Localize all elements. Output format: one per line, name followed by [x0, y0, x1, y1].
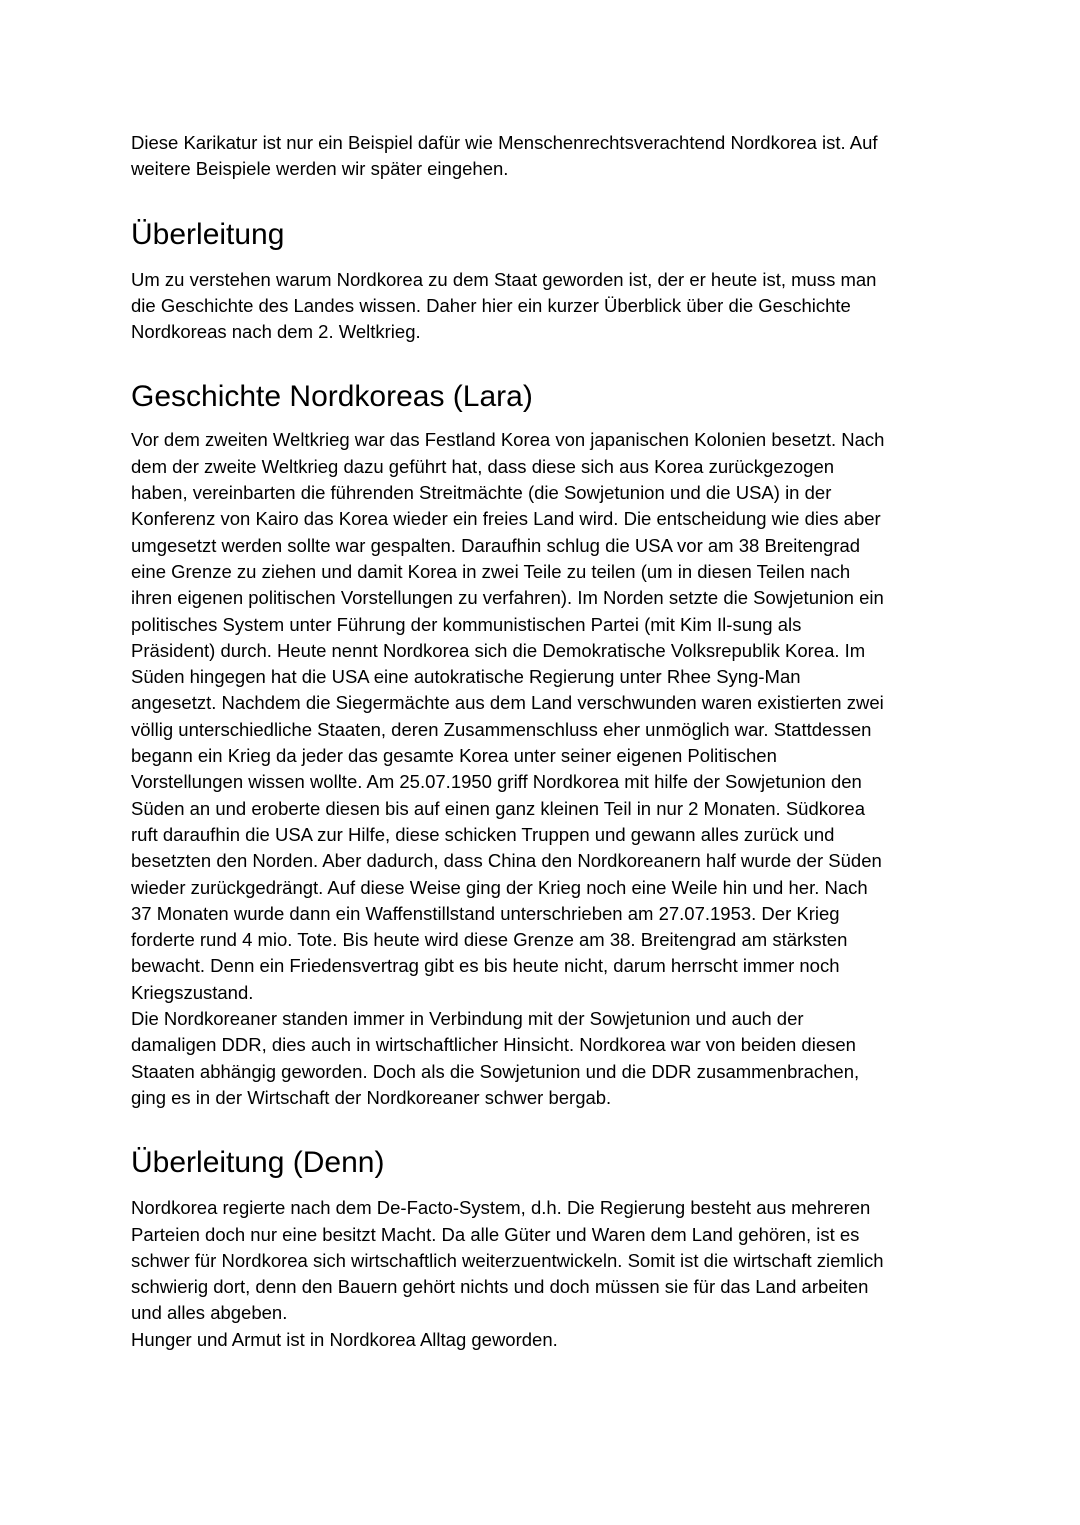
section-body-geschichte: Vor dem zweiten Weltkrieg war das Festland Korea von japanischen Kolonien besetzt. Nach dem der zweite Weltkrieg dazu geführt hat, dass diese sich aus Korea zurückgezogen haben, vereinbarten die führenden Streitmächte (die Sowjetunion und die USA) in der Konferenz von Kairo das Korea wieder ein freies Land wird. Die entscheidung wie dies aber umgesetzt werden sollte war gespalten. Daraufhin schlug die USA vor am 38 Breitengrad eine Grenze zu ziehen und damit Korea in zwei Teile zu teilen (um in diesen Teilen nach ihren eigenen politischen Vorstellungen zu verfahren). Im Norden setzte die Sowjetunion ein politisches System unter Führung der kommunistischen Partei (mit Kim Il-sung als Präsident) durch. Heute nennt Nordkorea sich die Demokratische Volksrepublik Korea. Im Süden hingegen hat die USA eine autokratische Regierung unter Rhee Syng-Man angesetzt. Nachdem die Siegermächte aus dem Land verschwunden waren existierten zwei völlig unterschiedliche Staaten, deren Zusammenschluss eher unmöglich war. Stattdessen begann ein Krieg da jeder das gesamte Korea unter seiner eigenen Politischen Vorstellungen wissen wollte. Am 25.07.1950 griff Nordkorea mit hilfe der Sowjetunion den Süden an und eroberte diesen bis auf einen ganz kleinen Teil in nur 2 Monaten. Südkorea ruft daraufhin die USA zur Hilfe, diese schicken Truppen und gewann alles zurück und besetzten den Norden. Aber dadurch, dass China den Nordkoreanern half wurde der Süden wieder zurückgedrängt. Auf diese Weise ging der Krieg noch eine Weile hin und her. Nach 37 Monaten wurde dann ein Waffenstillstand unterschrieben am 27.07.1953. Der Krieg forderte rund 4 mio. Tote. Bis heute wird diese Grenze am 38. Breitengrad am stärksten bewacht. Denn ein Friedensvertrag gibt es bis heute nicht, darum herrscht immer noch Kriegszustand. Die Nordkoreaner standen immer in Verbindung mit der Sowjetunion und auch der damaligen DDR, dies auch in wirtschaftlicher Hinsicht. Nordkorea war von beiden diesen Staaten abhängig geworden. Doch als die Sowjetunion und die DDR zusammenbrachen, ging es in der Wirtschaft der Nordkoreaner schwer bergab.: [131, 429, 885, 1108]
section-heading-geschichte: Geschichte Nordkoreas (Lara): [131, 380, 533, 414]
section-body-ueberleitung: Um zu verstehen warum Nordkorea zu dem Staat geworden ist, der er heute ist, muss man die Geschichte des Landes wissen. Daher hier ein kurzer Überblick über die Geschichte Nordkoreas nach dem 2. Weltkrieg.: [131, 268, 877, 343]
section-heading-ueberleitung: Überleitung: [131, 217, 285, 251]
section-body-ueberleitung-denn: Nordkorea regierte nach dem De-Facto-System, d.h. Die Regierung besteht aus mehreren Parteien doch nur eine besitzt Macht. Da alle Güter und Waren dem Land gehören, ist es schwer für Nordkorea sich wirtschaftlich weiterzuentwickeln. Somit ist die wirtschaft ziemlich schwierig dort, denn den Bauern gehört nichts und doch müssen sie für das Land arbeiten und alles abgeben. Hunger und Armut ist in Nordkorea Alltag geworden.: [131, 1197, 884, 1350]
document-page: [131, 130, 949, 1353]
intro-paragraph: Diese Karikatur ist nur ein Beispiel dafür wie Menschenrechtsverachtend Nordkorea ist. Auf weitere Beispiele werden wir später eingehen.: [131, 132, 878, 180]
section-heading-ueberleitung-denn: Überleitung (Denn): [131, 1146, 385, 1180]
